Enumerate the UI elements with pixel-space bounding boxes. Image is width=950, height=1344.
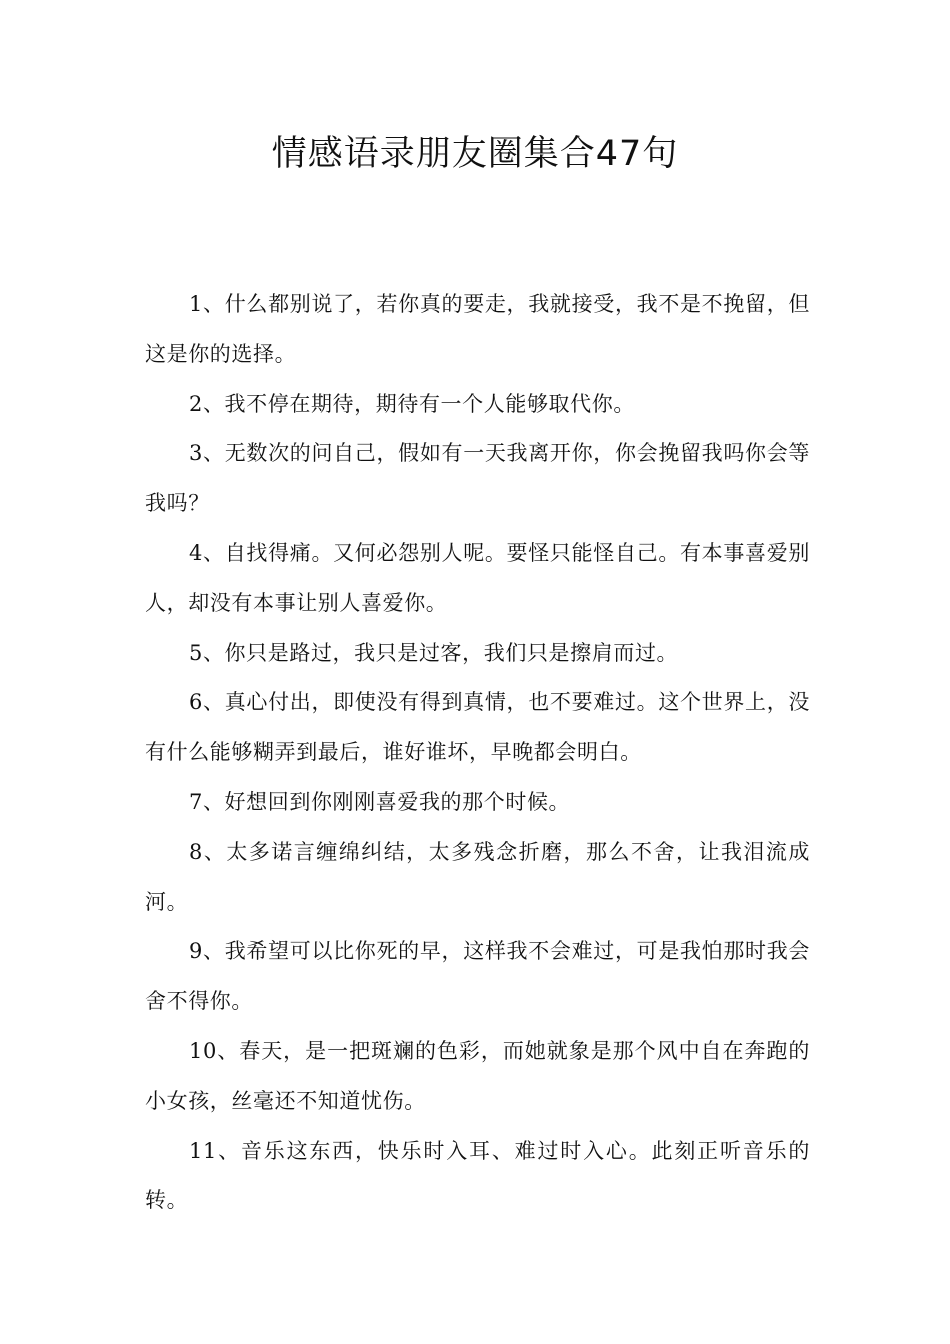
paragraph-9: 9、我希望可以比你死的早，这样我不会难过，可是我怕那时我会舍不得你。 [145, 939, 810, 1014]
paragraph-1: 1、什么都别说了，若你真的要走，我就接受，我不是不挽留，但这是你的选择。 [145, 292, 810, 366]
paragraph-11: 11、音乐这东西，快乐时入耳、难过时入心。此刻正听音乐的转。 [145, 1138, 810, 1213]
paragraph-10: 10、春天，是一把斑斓的色彩，而她就象是那个风中自在奔跑的小女孩，丝毫还不知道忧伤。 [145, 1038, 810, 1113]
paragraph-7: 7、好想回到你刚刚喜爱我的那个时候。 [189, 789, 571, 814]
document-body [145, 280, 810, 1226]
paragraph-4: 4、自找得痛。又何必怨别人呢。要怪只能怪自己。有本事喜爱别人，却没有本事让别人喜爱你。 [145, 540, 810, 615]
paragraph-8: 8、太多诺言缠绵纠结，太多残念折磨，那么不舍，让我泪流成河。 [145, 839, 810, 914]
paragraph-3: 3、无数次的问自己，假如有一天我离开你，你会挽留我吗你会等我吗？ [145, 441, 810, 516]
paragraph-5: 5、你只是路过，我只是过客，我们只是擦肩而过。 [189, 640, 679, 665]
paragraph-2: 2、我不停在期待，期待有一个人能够取代你。 [189, 391, 635, 416]
document-title: 情感语录朋友圈集合47句 [271, 134, 679, 174]
paragraph-6: 6、真心付出，即使没有得到真情，也不要难过。这个世界上，没有什么能够糊弄到最后，谁好谁坏，早晚都会明白。 [145, 690, 810, 765]
